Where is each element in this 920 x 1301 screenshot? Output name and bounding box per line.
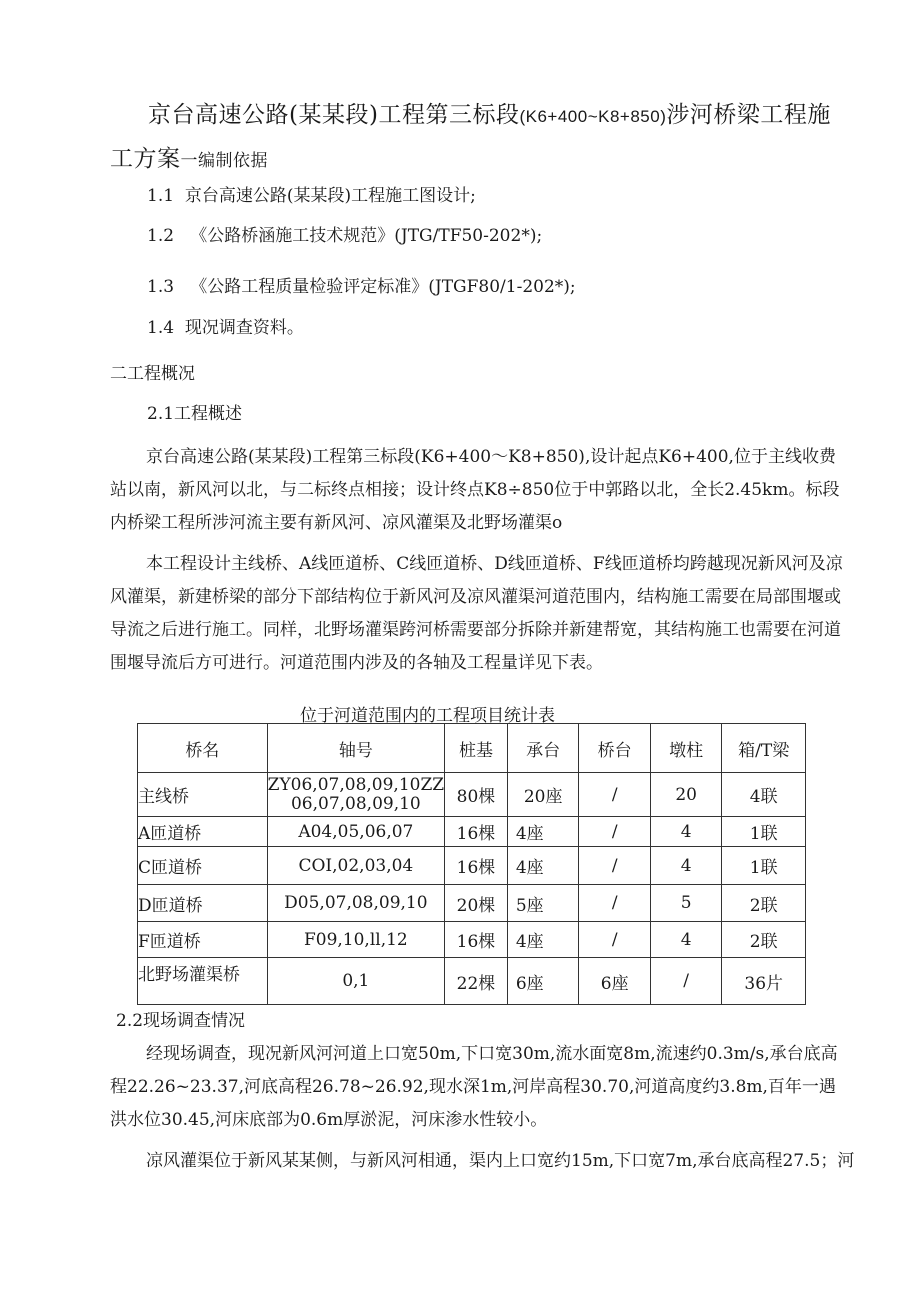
basis-text: 《公路工程质量检验评定标准》(JTGF80/1-202*); — [190, 277, 576, 297]
survey-paragraph-1: 经现场调查，现况新风河河道上口宽50m,下口宽30m,流水面宽8m,流速约0.3m∕s,承台底高程22.26~23.37,河底高程26.78~26.92,现水深1m,河岸高程30.70,河道高度约3.8m,百年一遇洪水位30.45,河床底部为0.6m厚淤泥，河床渗水性较小。 — [110, 1044, 838, 1130]
cell-beam: 1联 — [722, 817, 806, 847]
cell-pier: 20 — [650, 773, 722, 817]
basis-text: 现况调查资料。 — [184, 318, 304, 338]
cell-bridge-name: D匝道桥 — [138, 885, 268, 922]
basis-text: 京台高速公路(某某段)工程施工图设计; — [184, 186, 476, 206]
section1-heading: 一编制依据 — [180, 151, 268, 171]
cell-abutment: / — [579, 847, 650, 885]
header-abutment: 桥台 — [579, 724, 650, 773]
table-caption: 位于河道范围内的工程项目统计表 — [300, 706, 555, 726]
axis-line: 06,07,08,09,10 — [290, 793, 421, 814]
cell-beam: 36片 — [722, 958, 806, 1005]
section2-heading: 二工程概况 — [110, 364, 195, 384]
cell-axis: F09,10,ll,12 — [267, 922, 444, 958]
cell-pier: / — [650, 958, 722, 1005]
cell-pile: 20棵 — [445, 885, 508, 922]
cell-pile: 16棵 — [445, 847, 508, 885]
section2-1-heading: 2.1工程概述 — [147, 404, 243, 424]
table-header-row — [138, 724, 806, 773]
table-row — [138, 958, 806, 1005]
title-part: 京台高速公路(某某段)工程第三标段 — [148, 102, 520, 128]
overview-paragraph-2: 本工程设计主线桥、A线匝道桥、C线匝道桥、D线匝道桥、F线匝道桥均跨越现况新风河及凉风灌渠，新建桥梁的部分下部结构位于新风河及凉风灌渠河道范围内，结构施工需要在局部围堰或导流之后进行施工。同样，北野场灌渠跨河桥需要部分拆除并新建帮宽，其结构施工也需要在河道围堰导流后方可进行。河道范围内涉及的各轴及工程量详见下表。 — [110, 554, 843, 673]
cell-pile: 16棵 — [445, 922, 508, 958]
cell-abutment: / — [579, 885, 650, 922]
cell-pier: 4 — [650, 847, 722, 885]
basis-item — [147, 221, 542, 246]
cell-axis: A04,05,06,07 — [267, 817, 444, 847]
cell-beam: 2联 — [722, 922, 806, 958]
basis-number: 1.2 — [147, 226, 175, 246]
cell-pile: 80棵 — [445, 773, 508, 817]
basis-item — [147, 181, 476, 206]
document-title-line1 — [148, 96, 831, 129]
cell-bridge-name: F匝道桥 — [138, 922, 268, 958]
header-pier: 墩柱 — [650, 724, 722, 773]
table-row — [138, 922, 806, 958]
cell-axis: 0,1 — [267, 958, 444, 1005]
document-title-line2 — [110, 140, 268, 173]
overview-paragraph-1: 京台高速公路(某某段)工程第三标段(K6+400〜K8+850),设计起点K6+400,位于主线收费站以南，新风河以北，与二标终点相接；设计终点K8÷850位于中郭路以北，全长2.45km。标段内桥梁工程所涉河流主要有新风河、凉风灌渠及北野场灌渠o — [110, 447, 840, 533]
table-row — [138, 885, 806, 922]
cell-bridge-name: A匝道桥 — [138, 817, 268, 847]
header-pile-cap: 承台 — [507, 724, 579, 773]
project-stats-table — [137, 723, 806, 1005]
header-beam: 箱/T梁 — [722, 724, 806, 773]
cell-axis — [267, 773, 444, 817]
basis-item — [147, 313, 304, 338]
cell-beam: 4联 — [722, 773, 806, 817]
axis-line: ZY06,07,08,09,10ZZ — [267, 774, 445, 795]
basis-text: 《公路桥涵施工技术规范》(JTG/TF50-202*); — [190, 226, 543, 246]
cell-pier: 5 — [650, 885, 722, 922]
basis-item — [147, 272, 576, 297]
basis-number: 1.4 — [147, 318, 175, 338]
cell-beam: 2联 — [722, 885, 806, 922]
basis-number: 1.1 — [147, 186, 175, 206]
basis-number: 1.3 — [147, 277, 175, 297]
survey-paragraph-2: 凉风灌渠位于新风某某侧，与新风河相通，渠内上口宽约15m,下口宽7m,承台底高程27.5；河 — [146, 1151, 855, 1171]
cell-abutment: 6座 — [579, 958, 650, 1005]
cell-beam: 1联 — [722, 847, 806, 885]
cell-pile-cap: 20座 — [507, 773, 579, 817]
header-bridge-name: 桥名 — [138, 724, 268, 773]
cell-abutment: / — [579, 773, 650, 817]
cell-pile-cap: 6座 — [507, 958, 579, 1005]
cell-pile: 22棵 — [445, 958, 508, 1005]
cell-abutment: / — [579, 817, 650, 847]
cell-pile-cap: 4座 — [507, 817, 579, 847]
cell-bridge-name: C匝道桥 — [138, 847, 268, 885]
cell-axis: COI,02,03,04 — [267, 847, 444, 885]
table-row — [138, 773, 806, 817]
title-part: 工方案 — [110, 146, 181, 172]
cell-bridge-name: 主线桥 — [138, 773, 268, 817]
cell-pier: 4 — [650, 922, 722, 958]
cell-bridge-name: 北野场灌渠桥 — [138, 958, 268, 1005]
cell-abutment: / — [579, 922, 650, 958]
section2-2-heading: 2.2现场调查情况 — [116, 1011, 246, 1031]
cell-pile-cap: 4座 — [507, 847, 579, 885]
header-axis: 轴号 — [267, 724, 444, 773]
table-row — [138, 847, 806, 885]
title-stake-range: (K6+400~K8+850) — [519, 107, 667, 126]
table-row — [138, 817, 806, 847]
cell-pile-cap: 5座 — [507, 885, 579, 922]
cell-pile: 16棵 — [445, 817, 508, 847]
cell-pier: 4 — [650, 817, 722, 847]
cell-axis: D05,07,08,09,10 — [267, 885, 444, 922]
header-pile: 桩基 — [445, 724, 508, 773]
cell-pile-cap: 4座 — [507, 922, 579, 958]
title-part: 涉河桥梁工程施 — [666, 102, 831, 128]
